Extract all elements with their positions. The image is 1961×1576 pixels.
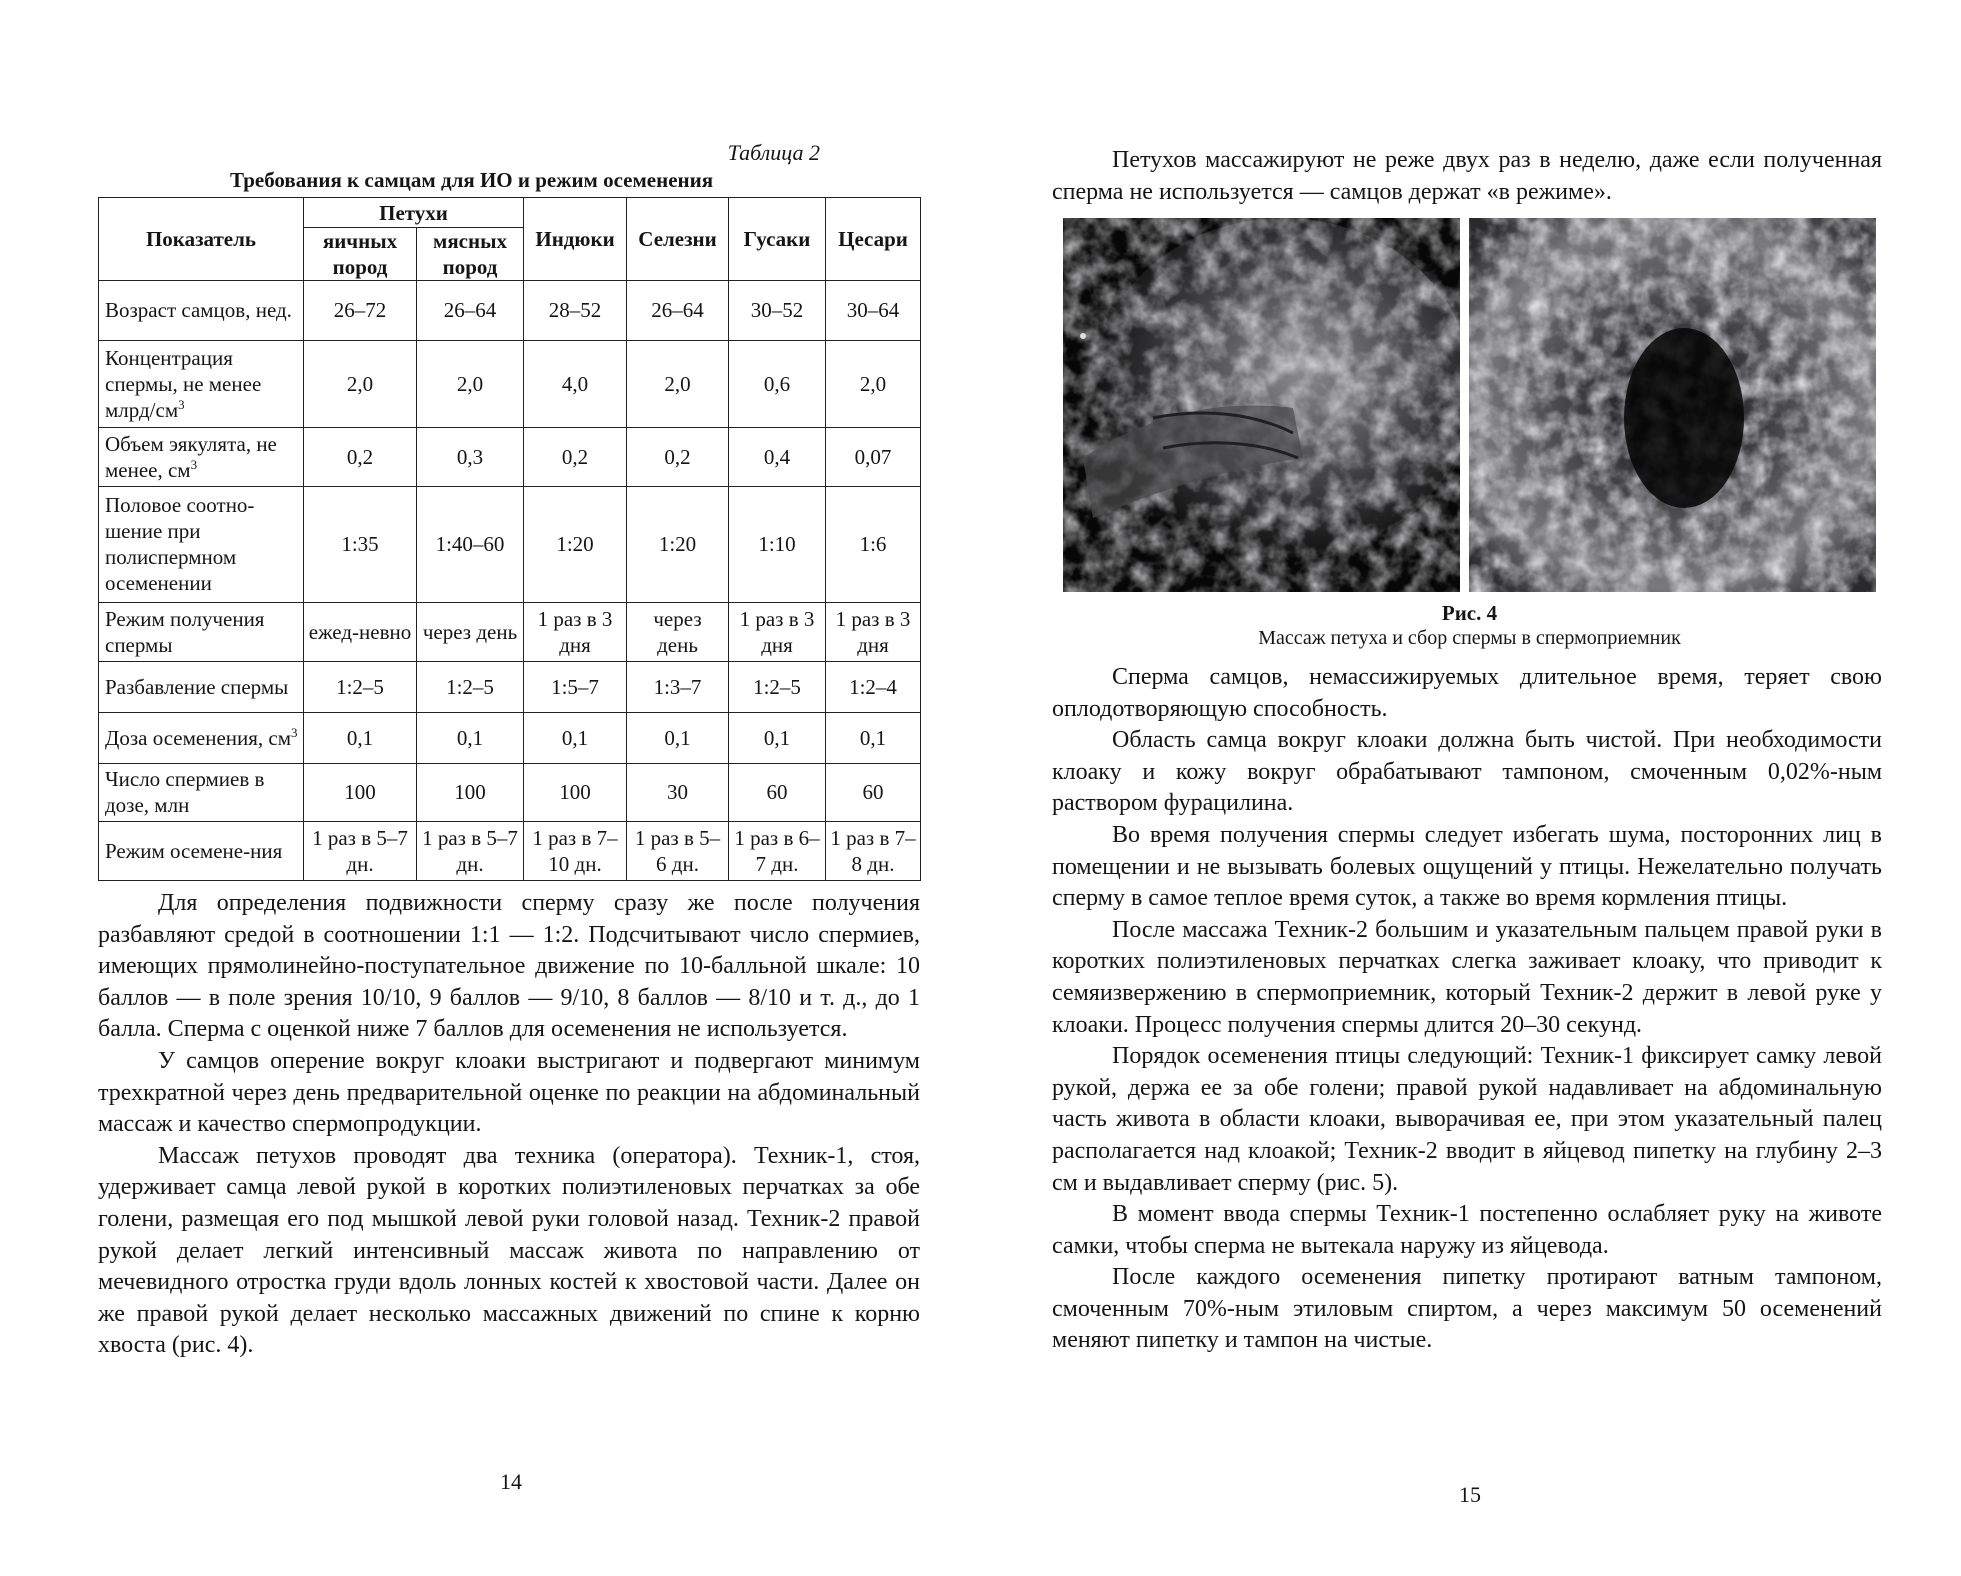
table-cell: 0,1 xyxy=(729,712,826,763)
table-cell: 2,0 xyxy=(417,340,524,427)
row-label-text: Режим получения спермы xyxy=(105,606,265,657)
row-label xyxy=(99,281,304,341)
table-cell: 1:6 xyxy=(826,486,921,602)
table-cell: 1 раз в 5–7 дн. xyxy=(417,822,524,881)
left-body-text xyxy=(98,888,920,1362)
table-cell: 30–64 xyxy=(826,281,921,341)
figure-photo-collection xyxy=(1469,218,1876,592)
header-ganders: Гусаки xyxy=(729,198,826,281)
header-meat-breeds: мясных пород xyxy=(417,228,524,281)
row-label xyxy=(99,603,304,662)
table-cell: 60 xyxy=(826,763,921,822)
table-cell: 1 раз в 7–8 дн. xyxy=(826,822,921,881)
paragraph: Область самца вокруг клоаки должна быть чистой. При необходимости клоаку и кожу вокруг обрабатывают тампоном, смоченным 0,02%-ным раствором фурацилина. xyxy=(1052,727,1882,817)
table-cell: 60 xyxy=(729,763,826,822)
table-cell: 0,4 xyxy=(729,428,826,487)
table-cell: через день xyxy=(627,603,729,662)
paragraph: После массажа Техник-2 большим и указательным пальцем правой руки в коротких полиэтиленовых перчатках слегка заживает клоаку, что приводит к семяизвержению в спермоприемник, который Техник-2 держит в левой руке у клоаки. Процесс получения спермы длится 20–30 секунд. xyxy=(1052,916,1882,1038)
row-label-text: Возраст самцов, нед. xyxy=(105,298,292,323)
left-page xyxy=(0,0,980,1576)
table-cell: ежед-невно xyxy=(304,603,417,662)
table-cell: 0,6 xyxy=(729,340,826,427)
table-cell: 26–64 xyxy=(627,281,729,341)
table-row xyxy=(99,822,921,881)
table-cell: 30 xyxy=(627,763,729,822)
table-row xyxy=(99,763,921,822)
row-label xyxy=(99,822,304,881)
table-row xyxy=(99,603,921,662)
paragraph: Массаж петухов проводят два техника (оператора). Техник-1, стоя, удерживает самца левой рукой в коротких полиэтиленовых перчатках за обе голени, размещая его под мышкой левой руки головой назад. Техник-2 правой рукой делает легкий интенсивный массаж живота по направлению от мечевидного отростка груди вдоль лонных костей к хвостовой части. Далее он же правой рукой делает несколько массажных движений по спине к корню хвоста (рис. 4). xyxy=(98,1142,920,1359)
table-cell: 1:2–5 xyxy=(729,661,826,712)
table-cell: 1:20 xyxy=(524,486,627,602)
table-cell: 0,1 xyxy=(826,712,921,763)
paragraph: Порядок осеменения птицы следующий: Техник-1 фиксирует самку левой рукой, держа ее за обе голени; правой рукой надавливает на абдоминальную часть живота в области клоаки, выворачивая ее, при этом указательный палец располагается над клоакой; Техник-2 вводит в яйцевод пипетку на глубину 2–3 см и выдавливает сперму (рис. 5). xyxy=(1052,1043,1882,1196)
figure-label: Рис. 4 xyxy=(1441,601,1498,625)
table-cell: 100 xyxy=(417,763,524,822)
table-title: Требования к самцам для ИО и режим осеменения xyxy=(230,168,714,192)
row-label xyxy=(99,763,304,822)
table-cell: 1 раз в 5–7 дн. xyxy=(304,822,417,881)
page-number-left: 14 xyxy=(500,1469,522,1494)
header-roosters: Петухи xyxy=(304,198,524,228)
table-cell: 0,07 xyxy=(826,428,921,487)
page-number-right: 15 xyxy=(1459,1482,1481,1507)
row-label-text: Режим осемене-ния xyxy=(105,839,283,864)
header-turkeys: Индюки xyxy=(524,198,627,281)
unit-superscript: 3 xyxy=(190,457,198,473)
row-label-text: Доза осеменения, см xyxy=(105,725,292,750)
table-cell: 100 xyxy=(524,763,627,822)
figure-photo-massage xyxy=(1063,218,1460,592)
table-cell: 1:5–7 xyxy=(524,661,627,712)
row-label xyxy=(99,712,304,763)
row-label xyxy=(99,428,304,487)
row-label-text: Объем эякулята, не менее, см xyxy=(105,432,277,483)
table-cell: 1:3–7 xyxy=(627,661,729,712)
row-label xyxy=(99,340,304,427)
table-cell: 26–64 xyxy=(417,281,524,341)
paragraph: Для определения подвижности сперму сразу же после получения разбавляют средой в соотношении 1:1 — 1:2. Подсчитывают число спермиев, имеющих прямолинейно-поступательное движение по 10-балльной шкале: 10 баллов — в поле зрения 10/10, 9 баллов — 9/10, 8 баллов — 8/10 и т. д., до 1 балла. Сперма с оценкой ниже 7 баллов для осеменения не используется. xyxy=(98,890,920,1043)
unit-superscript: 3 xyxy=(291,724,298,740)
table-cell: 1:40–60 xyxy=(417,486,524,602)
table-cell: 1:10 xyxy=(729,486,826,602)
table-row xyxy=(99,281,921,341)
table-cell: 2,0 xyxy=(304,340,417,427)
header-drakes: Селезни xyxy=(627,198,729,281)
table-cell: 0,1 xyxy=(304,712,417,763)
table-body xyxy=(99,281,921,881)
row-label-text: Концентрация спермы, не менее млрд/см xyxy=(105,345,262,422)
table-row xyxy=(99,428,921,487)
table-cell: 26–72 xyxy=(304,281,417,341)
table-cell: 100 xyxy=(304,763,417,822)
table-row xyxy=(99,712,921,763)
paragraph: Во время получения спермы следует избегать шума, посторонних лиц в помещении и не вызывать болевых ощущений у птицы. Нежелательно получать сперму в самое теплое время суток, а также во время кормления птицы. xyxy=(1052,821,1882,912)
table-cell: через день xyxy=(417,603,524,662)
table-cell: 1 раз в 3 дня xyxy=(524,603,627,662)
table-cell: 1 раз в 7–10 дн. xyxy=(524,822,627,881)
paragraph: У самцов оперение вокруг клоаки выстригают и подвергают минимум трехкратной через день предварительной оценке по реакции на абдоминальный массаж и качество спермопродукции. xyxy=(98,1047,920,1138)
header-guinea-fowl: Цесари xyxy=(826,198,921,281)
header-indicator: Показатель xyxy=(99,198,304,281)
table-cell: 28–52 xyxy=(524,281,627,341)
table-row xyxy=(99,340,921,427)
table-cell: 1 раз в 6–7 дн. xyxy=(729,822,826,881)
table-cell: 1 раз в 3 дня xyxy=(826,603,921,662)
requirements-table xyxy=(98,197,921,881)
right-intro-paragraph: Петухов массажируют не реже двух раз в неделю, даже если полученная сперма не используется — самцов держат «в режиме». xyxy=(1052,147,1882,205)
header-egg-breeds: яичных пород xyxy=(304,228,417,281)
table-cell: 30–52 xyxy=(729,281,826,341)
table-cell: 2,0 xyxy=(627,340,729,427)
paragraph: В момент ввода спермы Техник-1 постепенно ослабляет руку на животе самки, чтобы сперма не вытекала наружу из яйцевода. xyxy=(1052,1201,1882,1259)
unit-superscript: 3 xyxy=(178,396,185,412)
table-cell: 0,2 xyxy=(524,428,627,487)
table-cell: 0,2 xyxy=(627,428,729,487)
figure-caption: Массаж петуха и сбор спермы в спермоприемник xyxy=(1258,627,1681,649)
table-caption: Таблица 2 xyxy=(727,140,820,165)
paragraph: Сперма самцов, немассижируемых длительное время, теряет свою оплодотворяющую способность. xyxy=(1052,664,1882,722)
paragraph: После каждого осеменения пипетку протирают ватным тампоном, смоченным 70%-ным этиловым спиртом, а через максимум 50 осеменений меняют пипетку и тампон на чистые. xyxy=(1052,1264,1882,1354)
row-label-text: Число спермиев в дозе, млн xyxy=(105,767,265,818)
table-cell: 1:2–5 xyxy=(304,661,417,712)
table-row xyxy=(99,486,921,602)
table-cell: 1 раз в 3 дня xyxy=(729,603,826,662)
table-cell: 2,0 xyxy=(826,340,921,427)
table-cell: 0,2 xyxy=(304,428,417,487)
table-row xyxy=(99,661,921,712)
row-label xyxy=(99,486,304,602)
right-intro xyxy=(1052,145,1882,208)
table-cell: 1:20 xyxy=(627,486,729,602)
table-cell: 0,1 xyxy=(627,712,729,763)
row-label xyxy=(99,661,304,712)
table-cell: 4,0 xyxy=(524,340,627,427)
table-cell: 0,1 xyxy=(417,712,524,763)
table-cell: 0,1 xyxy=(524,712,627,763)
table-cell: 1:2–4 xyxy=(826,661,921,712)
row-label-text: Половое соотно-шение при полиспермном осеменении xyxy=(105,493,255,596)
table-cell: 1:2–5 xyxy=(417,661,524,712)
right-body-text xyxy=(1052,662,1882,1357)
table-cell: 1 раз в 5–6 дн. xyxy=(627,822,729,881)
table-cell: 0,3 xyxy=(417,428,524,487)
table-cell: 1:35 xyxy=(304,486,417,602)
row-label-text: Разбавление спермы xyxy=(105,674,289,699)
